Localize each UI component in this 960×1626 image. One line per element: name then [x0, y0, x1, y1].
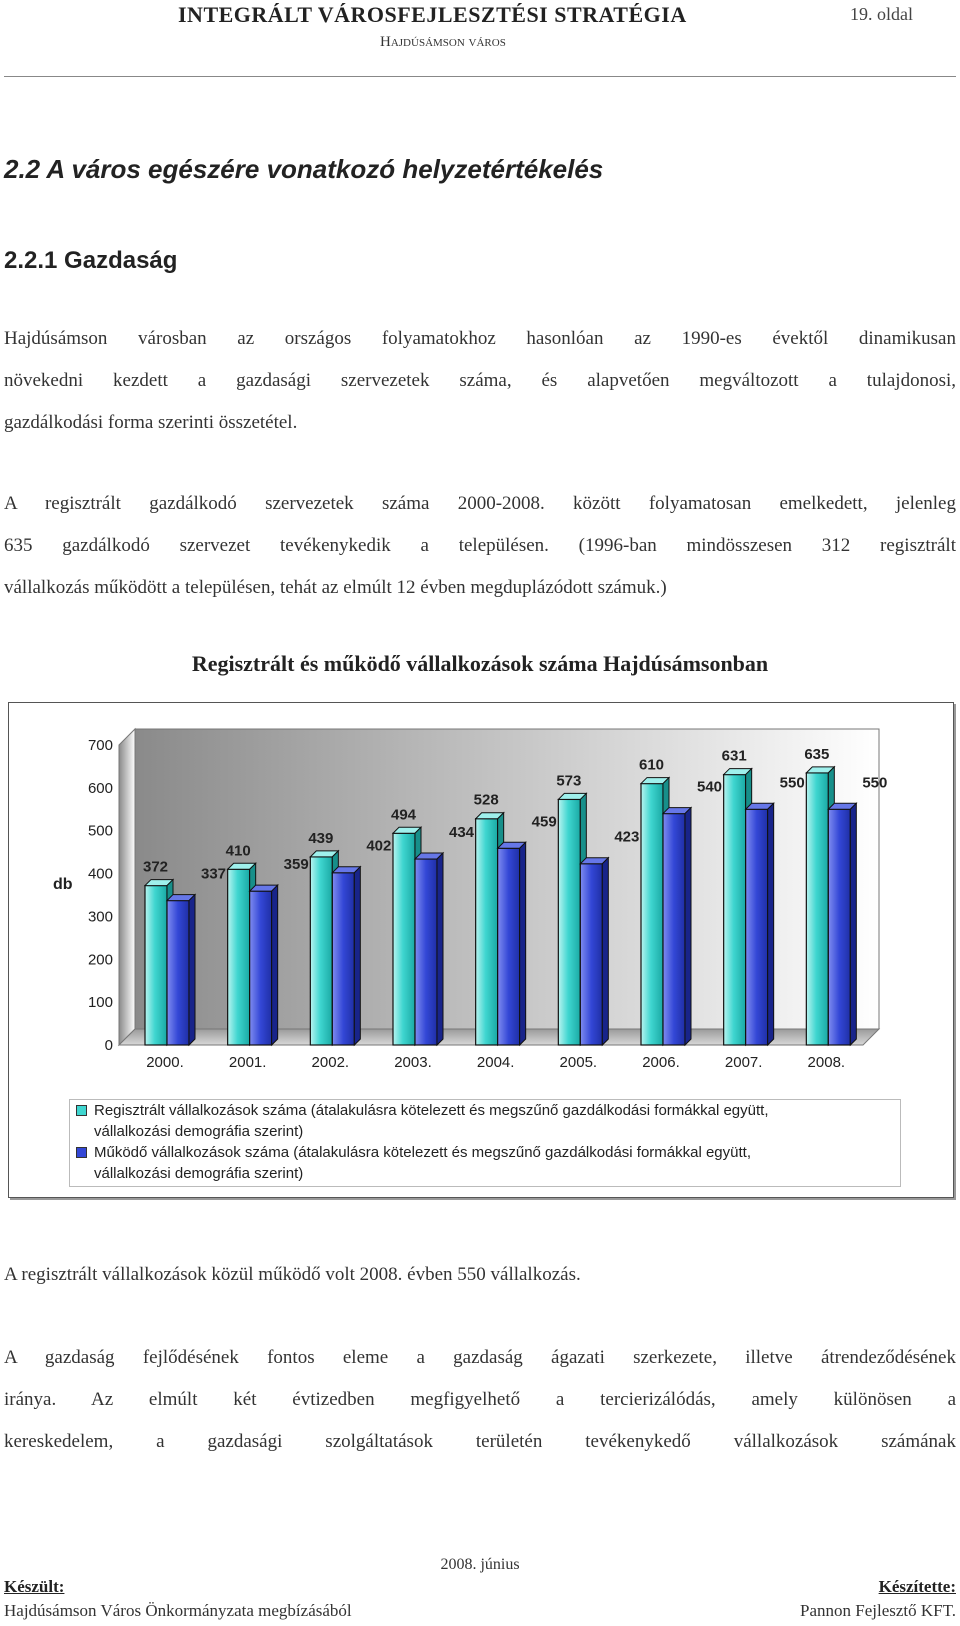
y-tick-label: 300: [87, 908, 113, 926]
data-label-registered: 573: [556, 772, 582, 790]
data-label-registered: 494: [391, 806, 417, 824]
bar-active: [415, 859, 437, 1045]
footer-date: 2008. június: [440, 1556, 520, 1573]
bar-active: [580, 864, 602, 1045]
bar-side-active: [189, 895, 195, 1045]
bar-active: [746, 809, 768, 1045]
paragraph-line: 635 gazdálkodó szervezet tevékenykedik a településen. (1996-ban mindösszesen 312 regisztrált: [4, 535, 956, 556]
paragraph-line: kereskedelem, a gazdasági szolgáltatások területén tevékenykedő vállalkozások számának: [4, 1431, 956, 1452]
data-label-active: 402: [366, 837, 392, 855]
y-axis-label: db: [53, 876, 73, 893]
bar-side-active: [272, 885, 278, 1045]
x-tick-label: 2002.: [311, 1054, 350, 1071]
document-title: INTEGRÁLT VÁROSFEJLESZTÉSI STRATÉGIA: [178, 2, 687, 27]
footer-author-label: Készítette:: [878, 1577, 956, 1596]
page-number: 19. oldal: [850, 4, 913, 24]
data-label-registered: 610: [639, 756, 665, 774]
bar-registered: [310, 857, 332, 1045]
x-tick-label: 2007.: [724, 1054, 763, 1071]
data-label-active: 540: [697, 778, 723, 796]
bar-side-active: [768, 803, 774, 1045]
data-label-active: 423: [614, 828, 640, 846]
footer-prepared-value: Hajdúsámson Város Önkormányzata megbízásából: [4, 1601, 352, 1620]
data-label-active: 337: [201, 865, 227, 883]
paragraph-line: A regisztrált vállalkozások közül működő volt 2008. évben 550 vállalkozás.: [4, 1264, 581, 1285]
legend-item-active: [76, 1142, 751, 1184]
x-tick-label: 2003.: [394, 1054, 432, 1071]
y-tick-label: 700: [87, 737, 113, 754]
bar-registered: [476, 819, 498, 1045]
x-tick-label: 2000.: [146, 1054, 184, 1071]
data-label-registered: 528: [473, 791, 499, 809]
legend-text: Regisztrált vállalkozások száma (átalakulásra kötelezett és megszűnő gazdálkodási formákkal együtt,: [94, 1102, 769, 1119]
bar-active: [332, 873, 354, 1045]
data-label-active: 550: [779, 774, 805, 792]
bar-active: [663, 814, 685, 1045]
paragraph-structure: [4, 1337, 956, 1463]
y-tick-label: 100: [87, 994, 113, 1012]
bar-active: [250, 891, 272, 1045]
paragraph-intro: [4, 318, 956, 444]
legend-text: vállalkozási demográfia szerint): [94, 1165, 304, 1182]
paragraph-line: gazdálkodási forma szerinti összetétel.: [4, 412, 298, 433]
bar-side-active: [602, 858, 608, 1045]
bar-active: [498, 848, 520, 1045]
bar-side-active: [685, 808, 691, 1045]
data-label-active: 434: [449, 824, 475, 841]
paragraph-active-2008: [4, 1254, 956, 1296]
bar-registered: [806, 773, 828, 1045]
x-tick-label: 2004.: [476, 1054, 515, 1071]
y-tick-label: 0: [104, 1037, 113, 1054]
x-tick-label: 2005.: [559, 1054, 598, 1071]
data-label-active: 359: [283, 856, 309, 874]
chart-title: Regisztrált és működő vállalkozások száma Hajdúsámsonban: [191, 651, 769, 676]
bar-registered: [228, 869, 250, 1045]
legend-swatch-cyan: [76, 1105, 87, 1116]
x-tick-label: 2001.: [228, 1054, 267, 1071]
data-label-active: 459: [531, 813, 557, 831]
bar-active: [167, 901, 189, 1045]
data-label-registered: 631: [721, 747, 747, 765]
y-tick-label: 400: [87, 865, 113, 883]
paragraph-line: vállalkozás működött a településen, tehát az elmúlt 12 évben megduplázódott számuk.): [4, 577, 667, 598]
data-label-registered: 439: [308, 829, 334, 847]
paragraph-line: iránya. Az elmúlt két évtizedben megfigyelhető a tercierizálódás, amely különösen a: [4, 1389, 956, 1410]
bar-side-active: [850, 803, 856, 1045]
y-tick-label: 500: [87, 822, 113, 840]
data-label-registered: 372: [143, 858, 169, 876]
footer-author-value: Pannon Fejlesztő KFT.: [800, 1601, 956, 1620]
section-heading: 2.2 A város egészére vonatkozó helyzetértékelés: [4, 154, 604, 184]
data-label-active: 550: [862, 774, 888, 792]
footer-prepared-label: Készült:: [4, 1577, 65, 1596]
x-tick-label: 2006.: [642, 1054, 680, 1071]
x-tick-label: 2008.: [807, 1054, 846, 1071]
y-tick-label: 600: [87, 779, 113, 797]
data-label-registered: 410: [225, 842, 251, 860]
bar-active: [828, 809, 850, 1045]
bar-registered: [724, 775, 746, 1045]
bar-side-active: [437, 853, 443, 1045]
paragraph-line: A gazdaság fejlődésének fontos eleme a gazdaság ágazati szerkezete, illetve átrendeződésének: [4, 1347, 956, 1368]
bar-side-active: [520, 842, 526, 1045]
header-divider: [4, 76, 956, 77]
y-tick-label: 200: [87, 951, 113, 969]
chart-side-wall: [119, 729, 135, 1045]
bar-registered: [558, 799, 580, 1045]
bar-registered: [641, 784, 663, 1045]
chart-frame: [8, 702, 954, 1198]
legend-text: Működő vállalkozások száma (átalakulásra kötelezett és megszűnő gazdálkodási formákkal együtt,: [94, 1144, 751, 1161]
subsection-heading: 2.2.1 Gazdaság: [4, 247, 178, 274]
paragraph-registered: [4, 483, 956, 609]
legend-text: vállalkozási demográfia szerint): [94, 1123, 304, 1140]
legend-item-registered: [76, 1100, 769, 1142]
paragraph-line: növekedni kezdett a gazdasági szervezetek száma, és alapvetően megváltozott a tulajdonosi,: [4, 370, 956, 391]
paragraph-line: Hajdúsámson városban az országos folyamatokhoz hasonlóan az 1990-es évektől dinamikusan: [4, 328, 956, 349]
data-label-registered: 635: [804, 745, 830, 763]
document-subtitle: Hajdúsámson város: [380, 34, 506, 50]
bar-registered: [393, 833, 415, 1045]
paragraph-line: A regisztrált gazdálkodó szervezetek száma 2000-2008. között folyamatosan emelkedett, jelenleg: [4, 493, 956, 514]
bar-registered: [145, 886, 167, 1045]
legend-swatch-blue: [76, 1147, 87, 1158]
bar-side-active: [354, 867, 360, 1045]
chart-legend: [69, 1099, 901, 1187]
